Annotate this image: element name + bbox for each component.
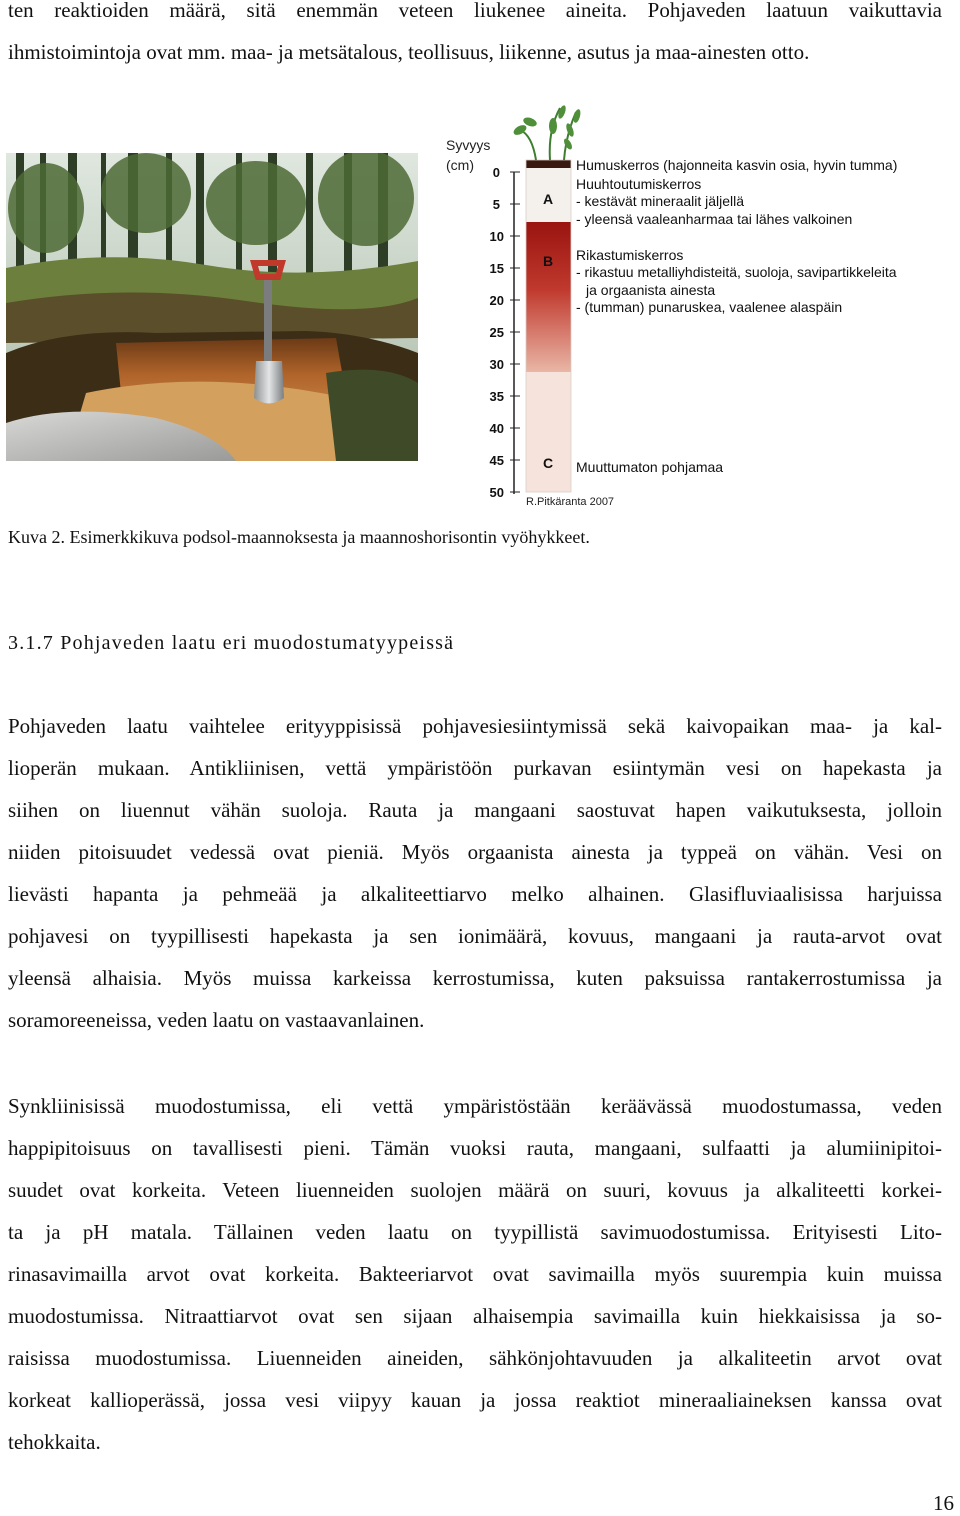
depth-tick — [490, 293, 520, 308]
enrichment-title: Rikastumiskerros — [576, 247, 684, 263]
depth-tick — [490, 421, 520, 436]
depth-tick-label: 20 — [489, 293, 504, 308]
body-text-line: lioperän mukaan. Antikliinisen, vettä ympäristöön purkavan esiintymän vesi on hapekasta ja — [8, 756, 942, 780]
horizon-b-label: B — [543, 253, 554, 269]
body-text-line: ta ja pH matala. Tällainen veden laatu on tyypillistä savimuodostumissa. Erityisesti Lito- — [8, 1220, 942, 1244]
body-text-line: yleensä alhaisia. Myös muissa karkeissa kerrostumissa, kuten paksuissa rantakerrostumissa ja — [8, 966, 942, 990]
soil-horizon-diagram — [440, 100, 950, 512]
depth-tick — [490, 389, 520, 404]
depth-tick — [490, 453, 520, 468]
depth-axis-unit: (cm) — [446, 157, 474, 173]
body-text-line: muodostumissa. Nitraattiarvot ovat sen sijaan alhaisempia savimailla kuin hiekkaisissa ja so- — [8, 1304, 942, 1328]
body-text-line: pohjavesi on tyypillisesti hapekasta ja sen ionimäärä, kovuus, mangaani ja rauta-arvot ovat — [8, 924, 942, 948]
body-text-line: raisissa muodostumissa. Liuenneiden aineiden, sähkönjohtavuuden ja alkaliteetin arvot ovat — [8, 1346, 942, 1370]
depth-tick — [493, 165, 520, 180]
eluviation-title: Huuhtoutumiskerros — [576, 176, 702, 192]
body-text-line: ihmistoimintoja ovat mm. maa- ja metsätalous, teollisuus, liikenne, asutus ja maa-ainesten otto. — [8, 40, 810, 64]
body-text-line: Synkliinisissä muodostumissa, eli vettä ympäristöstään keräävässä muodostumassa, veden — [8, 1094, 942, 1118]
depth-tick-label: 45 — [489, 453, 504, 468]
depth-tick-label: 50 — [489, 485, 504, 500]
eluviation-point: - yleensä vaaleanharmaa tai lähes valkoinen — [576, 211, 853, 227]
enrichment-point: - rikastuu metalliyhdisteitä, suoloja, savipartikkeleita — [576, 264, 897, 280]
figure-caption: Kuva 2. Esimerkkikuva podsol-maannoksesta ja maannoshorisontin vyöhykkeet. — [8, 527, 590, 547]
plant-icon — [520, 108, 576, 160]
depth-axis-title: Syvyys — [446, 137, 491, 153]
depth-tick — [490, 485, 520, 500]
body-text-line: suudet ovat korkeita. Veteen liuenneiden suolojen määrä on suuri, kovuus ja alkaliteetti korkei- — [8, 1178, 942, 1202]
depth-tick-label: 30 — [489, 357, 504, 372]
parent-material-label: Muuttumaton pohjamaa — [576, 459, 724, 475]
horizon-c-label: C — [543, 455, 554, 471]
horizon-b-layer — [526, 222, 571, 372]
depth-tick-label: 40 — [489, 421, 504, 436]
depth-tick-label: 5 — [492, 197, 500, 212]
depth-axis-ticks — [490, 165, 520, 500]
enrichment-point: - (tumman) punaruskea, vaalenee alaspäin — [576, 299, 843, 315]
depth-tick-label: 15 — [489, 261, 504, 276]
body-text-line: lievästi hapanta ja pehmeää ja alkaliteettiarvo melko alhainen. Glasifluviaalisissa harjuissa — [8, 882, 942, 906]
body-text-line: soramoreeneissa, veden laatu on vastaavanlainen. — [8, 1008, 425, 1032]
eluviation-point: - kestävät mineraalit jäljellä — [576, 193, 745, 209]
body-text-line: ten reaktioiden määrä, sitä enemmän veteen liukenee aineita. Pohjaveden laatuun vaikuttavia — [8, 0, 942, 22]
depth-tick — [490, 261, 520, 276]
body-text-line: rinasavimailla arvot ovat korkeita. Bakteeriarvot ovat savimailla myös suurempia kuin muissa — [8, 1262, 942, 1286]
depth-tick-label: 10 — [489, 229, 504, 244]
body-text-line: happipitoisuus on tavallisesti pieni. Tämän vuoksi rauta, mangaani, sulfaatti ja alumiinipitoi- — [8, 1136, 942, 1160]
depth-tick — [490, 325, 520, 340]
horizon-c-layer — [526, 372, 571, 492]
humus-layer — [526, 160, 571, 168]
depth-tick-label: 35 — [489, 389, 504, 404]
leaf-icon — [512, 104, 582, 150]
body-text-line: niiden pitoisuudet vedessä ovat pieniä. Myös orgaanista ainesta ja typpeä on vähän. Vesi on — [8, 840, 942, 864]
depth-tick — [493, 197, 520, 212]
depth-tick-label: 25 — [489, 325, 504, 340]
depth-tick-label: 0 — [492, 165, 500, 180]
section-heading: 3.1.7 Pohjaveden laatu eri muodostumatyypeissä — [8, 632, 455, 654]
humus-label: Humuskerros (hajonneita kasvin osia, hyvin tumma) — [576, 157, 898, 173]
body-text-line: tehokkaita. — [8, 1430, 101, 1454]
enrichment-point: ja orgaanista ainesta — [586, 282, 716, 298]
horizon-a-label: A — [543, 191, 554, 207]
depth-tick — [490, 229, 520, 244]
body-text-line: Pohjaveden laatu vaihtelee erityyppisissä pohjavesiesiintymissä sekä kaivopaikan maa- ja kal- — [8, 714, 942, 738]
figure-credit: R.Pitkäranta 2007 — [526, 496, 615, 508]
body-text-line: korkeat kallioperässä, jossa vesi viipyy kauan ja jossa reaktiot mineraaliaineksen kanssa ovat — [8, 1388, 942, 1412]
body-text-line: siihen on liuennut vähän suoloja. Rauta ja mangaani saostuvat hapen vaikutuksesta, jolloin — [8, 798, 942, 822]
soil-photo — [6, 153, 418, 461]
depth-tick — [490, 357, 520, 372]
page-number: 16 — [933, 1491, 954, 1515]
